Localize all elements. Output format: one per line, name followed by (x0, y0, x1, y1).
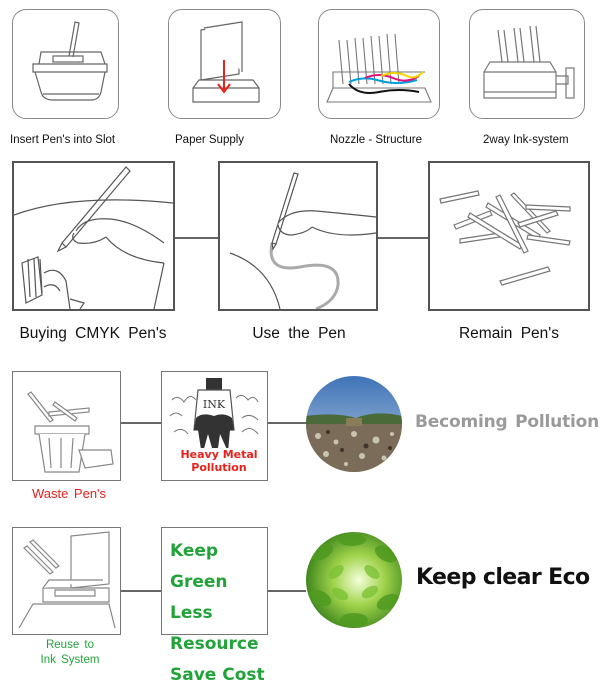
middle-caption-buying: Buying CMYK Pen's (19, 325, 167, 342)
heavy-metal-label: Heavy Metal Pollution (180, 448, 258, 474)
top-caption-slot: Insert Pen's into Slot (10, 134, 116, 146)
top-card-nozzle (318, 9, 440, 119)
becoming-pollution-text: Becoming Pollution (415, 412, 600, 432)
landfill-photo (306, 376, 402, 472)
reuse-caption: Reuse to Ink System (40, 639, 100, 666)
pen-slot-device-icon (13, 10, 117, 117)
reuse-card (12, 527, 121, 635)
hand-holding-pen-icon (14, 163, 173, 309)
connector-line (268, 590, 306, 592)
benefit-save-cost: Save Cost (170, 665, 265, 685)
benefit-keep-green: Keep Green (170, 541, 228, 592)
connector-line (121, 422, 161, 424)
middle-card-remain (428, 161, 590, 311)
nozzle-structure-icon (319, 10, 438, 117)
top-card-ink (469, 9, 585, 119)
top-caption-nozzle: Nozzle - Structure (330, 134, 423, 146)
middle-caption-use: Use the Pen (252, 325, 346, 342)
top-caption-ink: 2way Ink-system (483, 134, 569, 146)
green-leaves-globe (306, 532, 402, 628)
top-card-slot (12, 9, 119, 119)
trash-can-with-pens-icon (13, 372, 119, 479)
waste-caption: Waste Pen's (31, 486, 107, 501)
middle-card-buying (12, 161, 175, 311)
connector-line (378, 237, 428, 239)
reuse-ink-device-icon (13, 528, 119, 633)
keep-clear-eco-text: Keep clear Eco (416, 565, 590, 590)
top-card-paper (168, 9, 281, 119)
middle-card-use (218, 161, 378, 311)
pile-of-pens-icon (430, 163, 588, 309)
waste-card (12, 371, 121, 481)
ink-bottle-label: INK (202, 398, 226, 411)
paper-supply-icon (169, 10, 279, 117)
middle-caption-remain: Remain Pen's (458, 325, 559, 342)
top-caption-paper: Paper Supply (175, 134, 245, 146)
connector-line (121, 590, 161, 592)
benefits-card (161, 527, 268, 685)
connector-line (174, 237, 218, 239)
hand-drawing-line-icon (220, 163, 376, 309)
connector-line (268, 422, 306, 424)
ink-system-icon (470, 10, 583, 117)
benefit-less-resource: Less Resource (170, 603, 259, 654)
